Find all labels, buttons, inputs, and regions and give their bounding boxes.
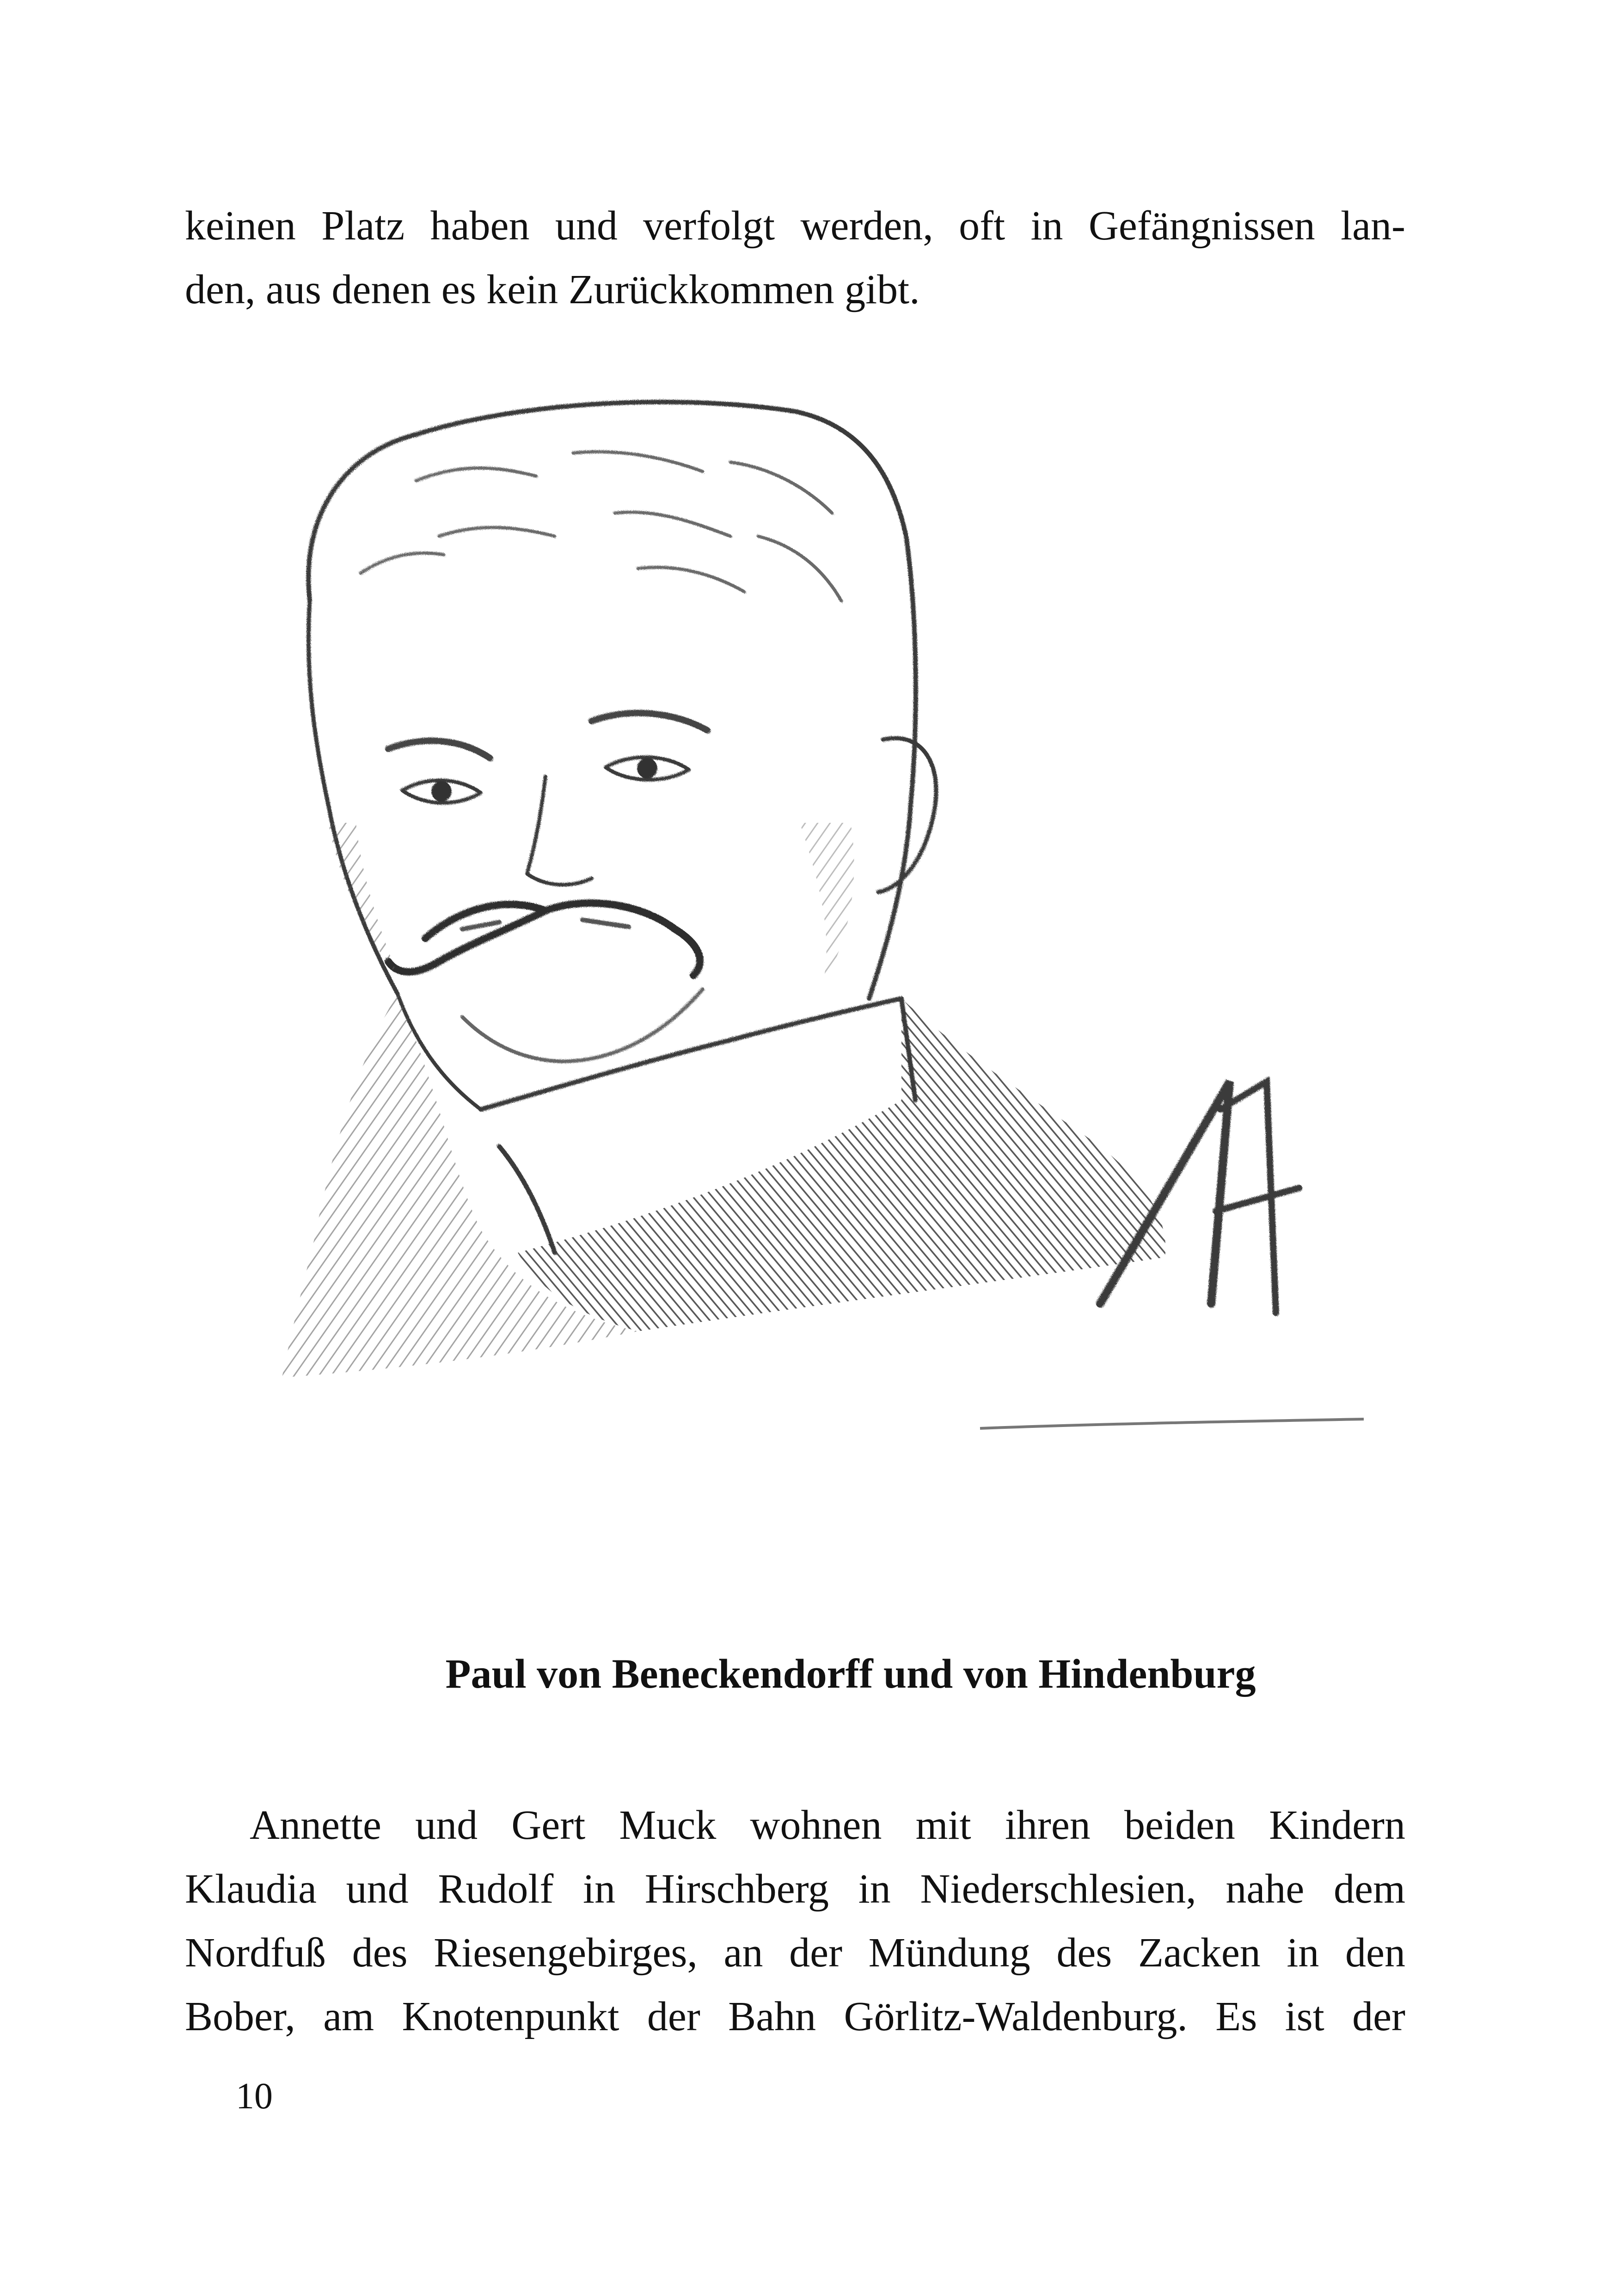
sketch-baseline: [980, 1419, 1364, 1428]
text-line: den, aus denen es kein Zurückkommen gibt.: [185, 267, 920, 312]
mustache: [388, 903, 700, 975]
text-line: Nordfuß des Riesengebirges, an der Mündung des Zacken in den: [185, 1930, 1405, 1976]
text-line: Annette und Gert Muck wohnen mit ihren beiden Kindern: [250, 1802, 1405, 1848]
top-paragraph: [185, 194, 1405, 322]
coat: [518, 998, 1165, 1331]
nose: [527, 777, 592, 885]
portrait-sketch: [222, 361, 1438, 1646]
illustration-caption: Paul von Beneckendorff und von Hindenburg: [445, 1651, 1256, 1697]
text-line: Klaudia und Rudolf in Hirschberg in Niederschlesien, nahe dem: [185, 1866, 1405, 1912]
text-line: Bober, am Knotenpunkt der Bahn Görlitz-Waldenburg. Es ist der: [185, 1994, 1405, 2039]
ear: [878, 738, 936, 892]
text-line: keinen Platz haben und verfolgt werden, oft in Gefängnissen lan-: [185, 203, 1405, 249]
body-paragraph: [185, 1794, 1405, 2049]
page-number: 10: [236, 2076, 273, 2117]
